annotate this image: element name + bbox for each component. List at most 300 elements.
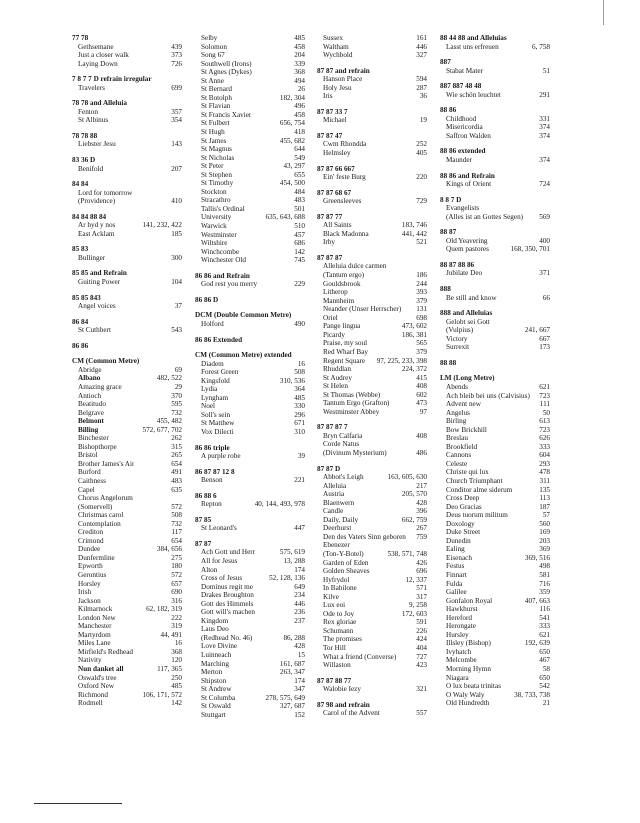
metre-heading: 88 86 extended — [440, 147, 486, 156]
tune-entry — [317, 365, 427, 374]
tune-name: University — [201, 213, 232, 222]
tune-entry — [195, 476, 305, 485]
hymn-numbers: 174 — [294, 565, 305, 574]
hymn-numbers: 446 — [294, 599, 305, 608]
hymn-numbers: 572 — [171, 502, 182, 511]
hymn-numbers: 293 — [539, 459, 550, 468]
metre-heading: 85 85 843 — [72, 293, 101, 302]
tune-entry — [317, 408, 427, 417]
hymn-numbers: 483 — [171, 476, 182, 485]
tune-entry — [440, 648, 550, 657]
tune-name: A purple robe — [201, 452, 241, 461]
hymn-numbers: 319 — [171, 622, 182, 631]
tune-entry — [195, 137, 305, 146]
tune-name: Lord for tomorrow — [78, 188, 133, 197]
tune-name: Alleluia — [323, 481, 347, 490]
tune-name: Tantum Ergo (Grafton) — [323, 399, 390, 408]
tune-entry — [440, 656, 550, 665]
tune-name: Austria — [323, 490, 345, 499]
hymn-numbers: 408 — [416, 382, 427, 391]
tune-name: Lyngham — [201, 393, 229, 402]
tune-entry — [72, 691, 182, 700]
tune-name: O Waly Waly — [446, 690, 485, 699]
tune-name: Tor Hill — [323, 644, 346, 652]
tune-entry — [72, 537, 182, 546]
hymn-numbers: 727 — [416, 652, 427, 661]
tune-entry — [72, 580, 182, 589]
tune-name: Irish — [78, 588, 92, 597]
hymn-numbers: 183, 746 — [401, 221, 427, 230]
tune-name: Misericordia — [446, 123, 483, 132]
metre-heading: 87 87 — [195, 539, 212, 548]
tune-entry — [72, 588, 182, 597]
tune-entry — [317, 567, 427, 576]
hymn-numbers: 621 — [539, 630, 550, 639]
tune-entry — [195, 583, 305, 592]
metre-section — [440, 309, 550, 352]
tune-name: Angel voices — [78, 302, 116, 311]
hymn-numbers: 723 — [539, 425, 550, 434]
tune-name: Wychbold — [323, 51, 353, 60]
hymn-numbers: 565 — [416, 339, 427, 348]
metre-section — [317, 165, 427, 182]
tune-name: Cannons — [446, 451, 472, 460]
hymn-numbers — [424, 262, 427, 271]
tune-entry — [72, 511, 182, 520]
hymn-numbers: 374 — [539, 123, 550, 132]
hymn-numbers: 204 — [294, 51, 305, 60]
tune-name: Epworth — [78, 562, 103, 571]
hymn-numbers: 40, 144, 493, 978 — [254, 500, 305, 509]
tune-entry — [72, 674, 182, 683]
tune-name: Westminster — [201, 230, 237, 239]
tune-entry — [72, 520, 182, 529]
tune-name: St Leonard's — [201, 524, 237, 533]
tune-name: Luinneach — [201, 651, 232, 659]
tune-entry — [72, 197, 182, 206]
tune-name: St Botolph — [201, 93, 232, 102]
metre-section — [317, 465, 427, 670]
tune-entry — [72, 417, 182, 426]
metre-heading: 888 — [440, 285, 451, 294]
hymn-numbers: 252 — [416, 140, 427, 149]
hymn-numbers: 97, 225, 233, 398 — [376, 356, 427, 365]
tune-name: Oswald's tree — [78, 673, 117, 682]
tune-entry — [440, 631, 550, 640]
tune-name: (Divinum Mysterium) — [323, 448, 387, 457]
tune-name: Ode to Joy — [323, 609, 355, 618]
tune-name: Albano — [78, 374, 101, 383]
tune-name: Oxford New — [78, 682, 115, 691]
tune-entry — [72, 477, 182, 486]
hymn-numbers: 331 — [539, 114, 550, 123]
hymn-numbers: 135 — [539, 485, 550, 494]
tune-name: (Tantum ergo) — [323, 271, 365, 280]
tune-name: Horsley — [78, 579, 101, 588]
metre-heading: 78 78 and Alleluia — [72, 99, 127, 108]
tune-name: Kilve — [323, 592, 339, 601]
tune-entry — [72, 140, 182, 149]
hymn-numbers: 482, 522 — [156, 374, 182, 383]
hymn-numbers: 321 — [416, 685, 427, 694]
hymn-numbers: 732 — [171, 519, 182, 528]
tune-name: Holy Jesu — [323, 83, 352, 92]
hymn-numbers: 521 — [416, 238, 427, 247]
tune-entry — [72, 51, 182, 60]
tune-name: Hawkhurst — [446, 605, 478, 614]
tune-entry — [72, 648, 182, 657]
tune-name: Dominus regit me — [201, 582, 253, 591]
hymn-numbers: 635 — [171, 485, 182, 494]
hymn-numbers: 571 — [416, 584, 427, 593]
tune-name: Bullinger — [78, 253, 106, 262]
metre-heading: 887 887 48 48 — [440, 82, 482, 91]
tune-name: St Matthew — [201, 419, 235, 428]
hymn-numbers: 454, 500 — [279, 179, 305, 188]
tune-name: Bishopthorpe — [78, 442, 117, 451]
tune-entry — [317, 382, 427, 391]
tune-name: Iris — [323, 92, 333, 101]
tune-entry — [195, 642, 305, 651]
tune-entry — [72, 374, 182, 383]
metre-heading: 88 87 88 86 — [440, 260, 475, 269]
tune-entry — [317, 43, 427, 52]
tune-entry — [195, 128, 305, 137]
tune-name: Lydia — [201, 385, 218, 394]
tune-name: St Nicholas — [201, 153, 235, 162]
tune-name: Oriel — [323, 313, 338, 322]
tune-name: Stockton — [201, 187, 227, 196]
hymn-numbers: 439 — [171, 42, 182, 51]
metre-heading: 88 86 and Refrain — [440, 171, 495, 180]
tune-entry — [195, 385, 305, 394]
tune-name: Holford — [201, 319, 224, 328]
hymn-numbers: 172, 603 — [401, 609, 427, 618]
hymn-numbers: 501 — [294, 204, 305, 213]
metre-section — [72, 245, 182, 262]
tune-name: Belgrave — [78, 408, 104, 417]
tune-name: Benifold — [78, 164, 104, 173]
tune-name: Billing — [78, 425, 99, 434]
tune-entry — [72, 400, 182, 409]
tune-name: Drakes Broughton — [201, 591, 254, 600]
tune-entry — [440, 665, 550, 674]
tune-entry — [440, 597, 550, 606]
hymn-numbers: 671 — [294, 419, 305, 428]
tune-entry — [195, 145, 305, 154]
metre-heading: CM (Common Metre) — [72, 357, 140, 366]
tune-name: Angelus — [446, 408, 470, 417]
metre-heading: 83 36 D — [72, 156, 96, 165]
hymn-numbers: 333 — [539, 442, 550, 451]
tune-entry — [440, 269, 550, 278]
tune-name: Quem pastores — [446, 245, 489, 254]
tune-entry — [72, 443, 182, 452]
hymn-numbers: 498 — [539, 562, 550, 571]
tune-name: Ivyhatch — [446, 647, 472, 656]
hymn-numbers: 508 — [294, 368, 305, 377]
hymn-numbers: 368 — [294, 68, 305, 77]
tune-name: St Francis Xavier — [201, 110, 252, 119]
metre-heading: 86 86 triple — [195, 443, 230, 452]
metre-heading: 87 85 — [195, 515, 212, 524]
tune-entry — [195, 377, 305, 386]
tune-name: Black Madonna — [323, 229, 369, 238]
metre-heading: 88 44 88 and Alleluias — [440, 34, 507, 42]
hymn-numbers: 457 — [294, 230, 305, 239]
hymn-numbers: 404 — [416, 644, 427, 652]
metre-heading: 88 86 — [440, 106, 457, 115]
metre-section — [440, 228, 550, 254]
tune-entry — [195, 239, 305, 248]
tune-entry — [440, 123, 550, 132]
tune-entry — [195, 77, 305, 86]
metre-section — [195, 296, 305, 305]
tune-entry — [440, 132, 550, 141]
tune-entry — [195, 634, 305, 643]
tune-entry — [195, 428, 305, 437]
hymn-numbers: 446 — [416, 42, 427, 51]
hymn-numbers — [424, 541, 427, 550]
tune-entry — [317, 541, 427, 550]
tune-name: (Alles ist an Gottes Segen) — [446, 212, 524, 221]
tune-name: Galilee — [446, 588, 467, 597]
tune-entry — [72, 326, 182, 335]
hymn-numbers: 543 — [171, 326, 182, 335]
metre-section — [440, 374, 550, 707]
tune-entry — [317, 230, 427, 239]
tune-entry — [195, 452, 305, 461]
hymn-numbers: 131 — [416, 305, 427, 314]
tune-entry — [440, 691, 550, 700]
tune-name: Ar hyd y nos — [78, 221, 116, 230]
tune-entry — [317, 116, 427, 125]
tune-name: Gonfalon Royal — [446, 596, 493, 605]
tune-name: Celeste — [446, 459, 468, 468]
hymn-numbers: 315 — [171, 442, 182, 451]
tune-name: Picardy — [323, 330, 345, 339]
hymn-numbers: 203 — [539, 536, 550, 545]
tune-name: Nun danket all — [78, 665, 124, 673]
hymn-numbers: 384, 656 — [156, 545, 182, 554]
hymn-numbers: 354 — [171, 116, 182, 125]
tune-entry — [317, 499, 427, 508]
tune-name: Deus tuorum militum — [446, 511, 508, 520]
tune-entry — [440, 554, 550, 563]
tune-entry — [72, 605, 182, 614]
tune-entry — [195, 617, 305, 626]
tune-name: Warwick — [201, 222, 227, 231]
tune-name: O lux beata trinitas — [446, 682, 501, 691]
hymn-numbers: 207 — [171, 164, 182, 173]
tune-entry — [440, 400, 550, 409]
hymn-numbers: 62, 182, 319 — [146, 605, 182, 614]
metre-heading: 87 87 D — [317, 464, 341, 473]
tune-entry — [195, 685, 305, 694]
hymn-numbers: 541 — [539, 613, 550, 622]
tune-name: Westminster Abbey — [323, 407, 380, 416]
hymn-numbers: 113 — [539, 494, 550, 503]
tune-name: Corde Natus — [323, 440, 360, 449]
hymn-numbers: 423 — [416, 661, 427, 670]
tune-entry — [195, 162, 305, 171]
tune-entry — [195, 196, 305, 205]
hymn-numbers: 39 — [297, 452, 305, 461]
tune-entry — [440, 343, 550, 352]
hymn-numbers: 426 — [416, 558, 427, 567]
tune-name: Wiltshire — [201, 239, 228, 248]
hymn-numbers: 143 — [171, 140, 182, 149]
metre-heading: 86 88 6 — [195, 491, 217, 500]
tune-name: Marching — [201, 659, 229, 668]
hymn-numbers: 186, 381 — [401, 330, 427, 339]
tune-name: Abridge — [78, 365, 102, 374]
tune-entry — [195, 557, 305, 566]
tune-name: Crediton — [78, 528, 104, 537]
metre-section — [317, 189, 427, 206]
hymn-numbers: 569 — [539, 212, 550, 221]
hymn-numbers: 6, 758 — [532, 42, 550, 51]
tune-name: Illsley (Bishop) — [446, 639, 491, 648]
hymn-numbers: 13, 288 — [283, 556, 305, 565]
hymn-numbers: 275 — [171, 553, 182, 562]
hymn-numbers: 724 — [539, 180, 550, 189]
hymn-numbers: 174 — [294, 676, 305, 685]
hymn-numbers: 613 — [539, 417, 550, 426]
tune-name: Maunder — [446, 156, 472, 165]
tune-entry — [317, 84, 427, 93]
metre-section — [195, 516, 305, 533]
metre-heading: 87 87 88 77 — [317, 676, 352, 685]
hymn-numbers: 650 — [539, 647, 550, 656]
tune-name: Kingdom — [201, 616, 229, 625]
hymn-numbers: 396 — [416, 507, 427, 516]
tune-entry — [440, 503, 550, 512]
hymn-numbers: 667 — [539, 334, 550, 343]
hymn-numbers: 15 — [297, 651, 305, 659]
tune-name: London New — [78, 613, 116, 622]
tune-name: Schumann — [323, 626, 354, 635]
metre-section — [440, 196, 550, 222]
metre-heading: 87 87 87 — [317, 253, 343, 262]
hymn-numbers: 141, 232, 422 — [142, 221, 182, 230]
tune-entry — [317, 288, 427, 297]
hymn-numbers: 311 — [539, 476, 550, 485]
tune-name: Duke Street — [446, 528, 481, 537]
tune-entry — [195, 360, 305, 369]
hymn-numbers: 626 — [539, 434, 550, 443]
hymn-numbers: 654 — [171, 536, 182, 545]
tune-entry — [72, 554, 182, 563]
tune-entry — [195, 548, 305, 557]
metre-section — [317, 67, 427, 101]
metre-section — [317, 423, 427, 457]
tune-name: Eisenach — [446, 553, 472, 562]
hymn-numbers: 657 — [171, 579, 182, 588]
hymn-numbers: 278, 575, 649 — [265, 693, 305, 702]
tune-name: The promises — [323, 635, 362, 644]
tune-name: Southwell (Irons) — [201, 59, 252, 68]
hymn-numbers: 237 — [294, 616, 305, 625]
tune-name: Miles Lane — [78, 639, 111, 648]
metre-heading: 87 87 77 — [317, 212, 343, 221]
tune-entry — [72, 503, 182, 512]
tune-entry — [72, 682, 182, 691]
tune-entry — [317, 92, 427, 101]
hymn-numbers: 455, 482 — [156, 417, 182, 426]
tune-entry — [317, 75, 427, 84]
hymn-numbers: 408 — [416, 431, 427, 440]
metre-section — [317, 213, 427, 247]
tune-name: Laus Deo — [201, 625, 229, 634]
tune-entry — [440, 409, 550, 418]
tune-name: St Agnes (Dykes) — [201, 68, 252, 77]
tune-entry — [317, 653, 427, 662]
metre-section — [195, 492, 305, 509]
tune-name: Just a closer walk — [78, 51, 129, 60]
metre-section — [72, 132, 182, 149]
tune-entry — [195, 591, 305, 600]
tune-entry — [72, 366, 182, 375]
tune-entry — [195, 51, 305, 60]
tune-name: Gerontius — [78, 570, 107, 579]
tune-name: Victory — [446, 334, 468, 343]
hymn-numbers: 182, 304 — [279, 93, 305, 102]
tune-name: Ach Gott und Herr — [201, 548, 256, 557]
tune-name: Capel — [78, 485, 95, 494]
metre-section — [440, 58, 550, 75]
tune-entry — [317, 644, 427, 653]
tune-entry — [440, 392, 550, 401]
metre-heading: 87 98 and refrain — [317, 700, 370, 709]
hymn-numbers: 400 — [539, 236, 550, 245]
tune-name: Dunfermline — [78, 553, 115, 562]
tune-entry — [195, 524, 305, 533]
tune-name: Breslau — [446, 434, 468, 443]
tune-name: Dundee — [78, 545, 101, 554]
hymn-numbers: 217 — [416, 481, 427, 490]
tune-entry — [195, 68, 305, 77]
tune-name: St James — [201, 136, 227, 145]
hymn-numbers: 142 — [171, 699, 182, 708]
tune-name: Mirfield's Redhead — [78, 647, 133, 656]
metre-section — [72, 269, 182, 286]
hymn-numbers: 699 — [171, 83, 182, 92]
tune-name: Daily, Daily — [323, 515, 359, 524]
hymn-numbers: 455, 682 — [279, 136, 305, 145]
tune-entry — [317, 482, 427, 491]
tune-entry — [195, 566, 305, 575]
hymn-numbers: 50 — [542, 408, 550, 417]
tune-name: Fulda — [446, 579, 463, 588]
metre-heading: 86 87 87 12 8 — [195, 467, 235, 476]
metre-section — [317, 132, 427, 158]
tune-entry — [440, 477, 550, 486]
hymn-numbers: 357 — [171, 107, 182, 116]
hymn-numbers: 662, 759 — [401, 515, 427, 524]
tune-entry — [440, 213, 550, 222]
tune-name: Crimond — [78, 536, 104, 545]
metre-section — [317, 34, 427, 60]
hymn-numbers: 186 — [416, 271, 427, 280]
hymn-numbers: 250 — [171, 673, 182, 682]
tune-entry — [317, 618, 427, 627]
hymn-numbers: 16 — [297, 359, 305, 368]
tune-name: Solomon — [201, 42, 227, 51]
index-column-1 — [72, 34, 182, 715]
tune-name: Lasst uns erfreuen — [446, 42, 499, 51]
hymn-numbers: 649 — [294, 582, 305, 591]
